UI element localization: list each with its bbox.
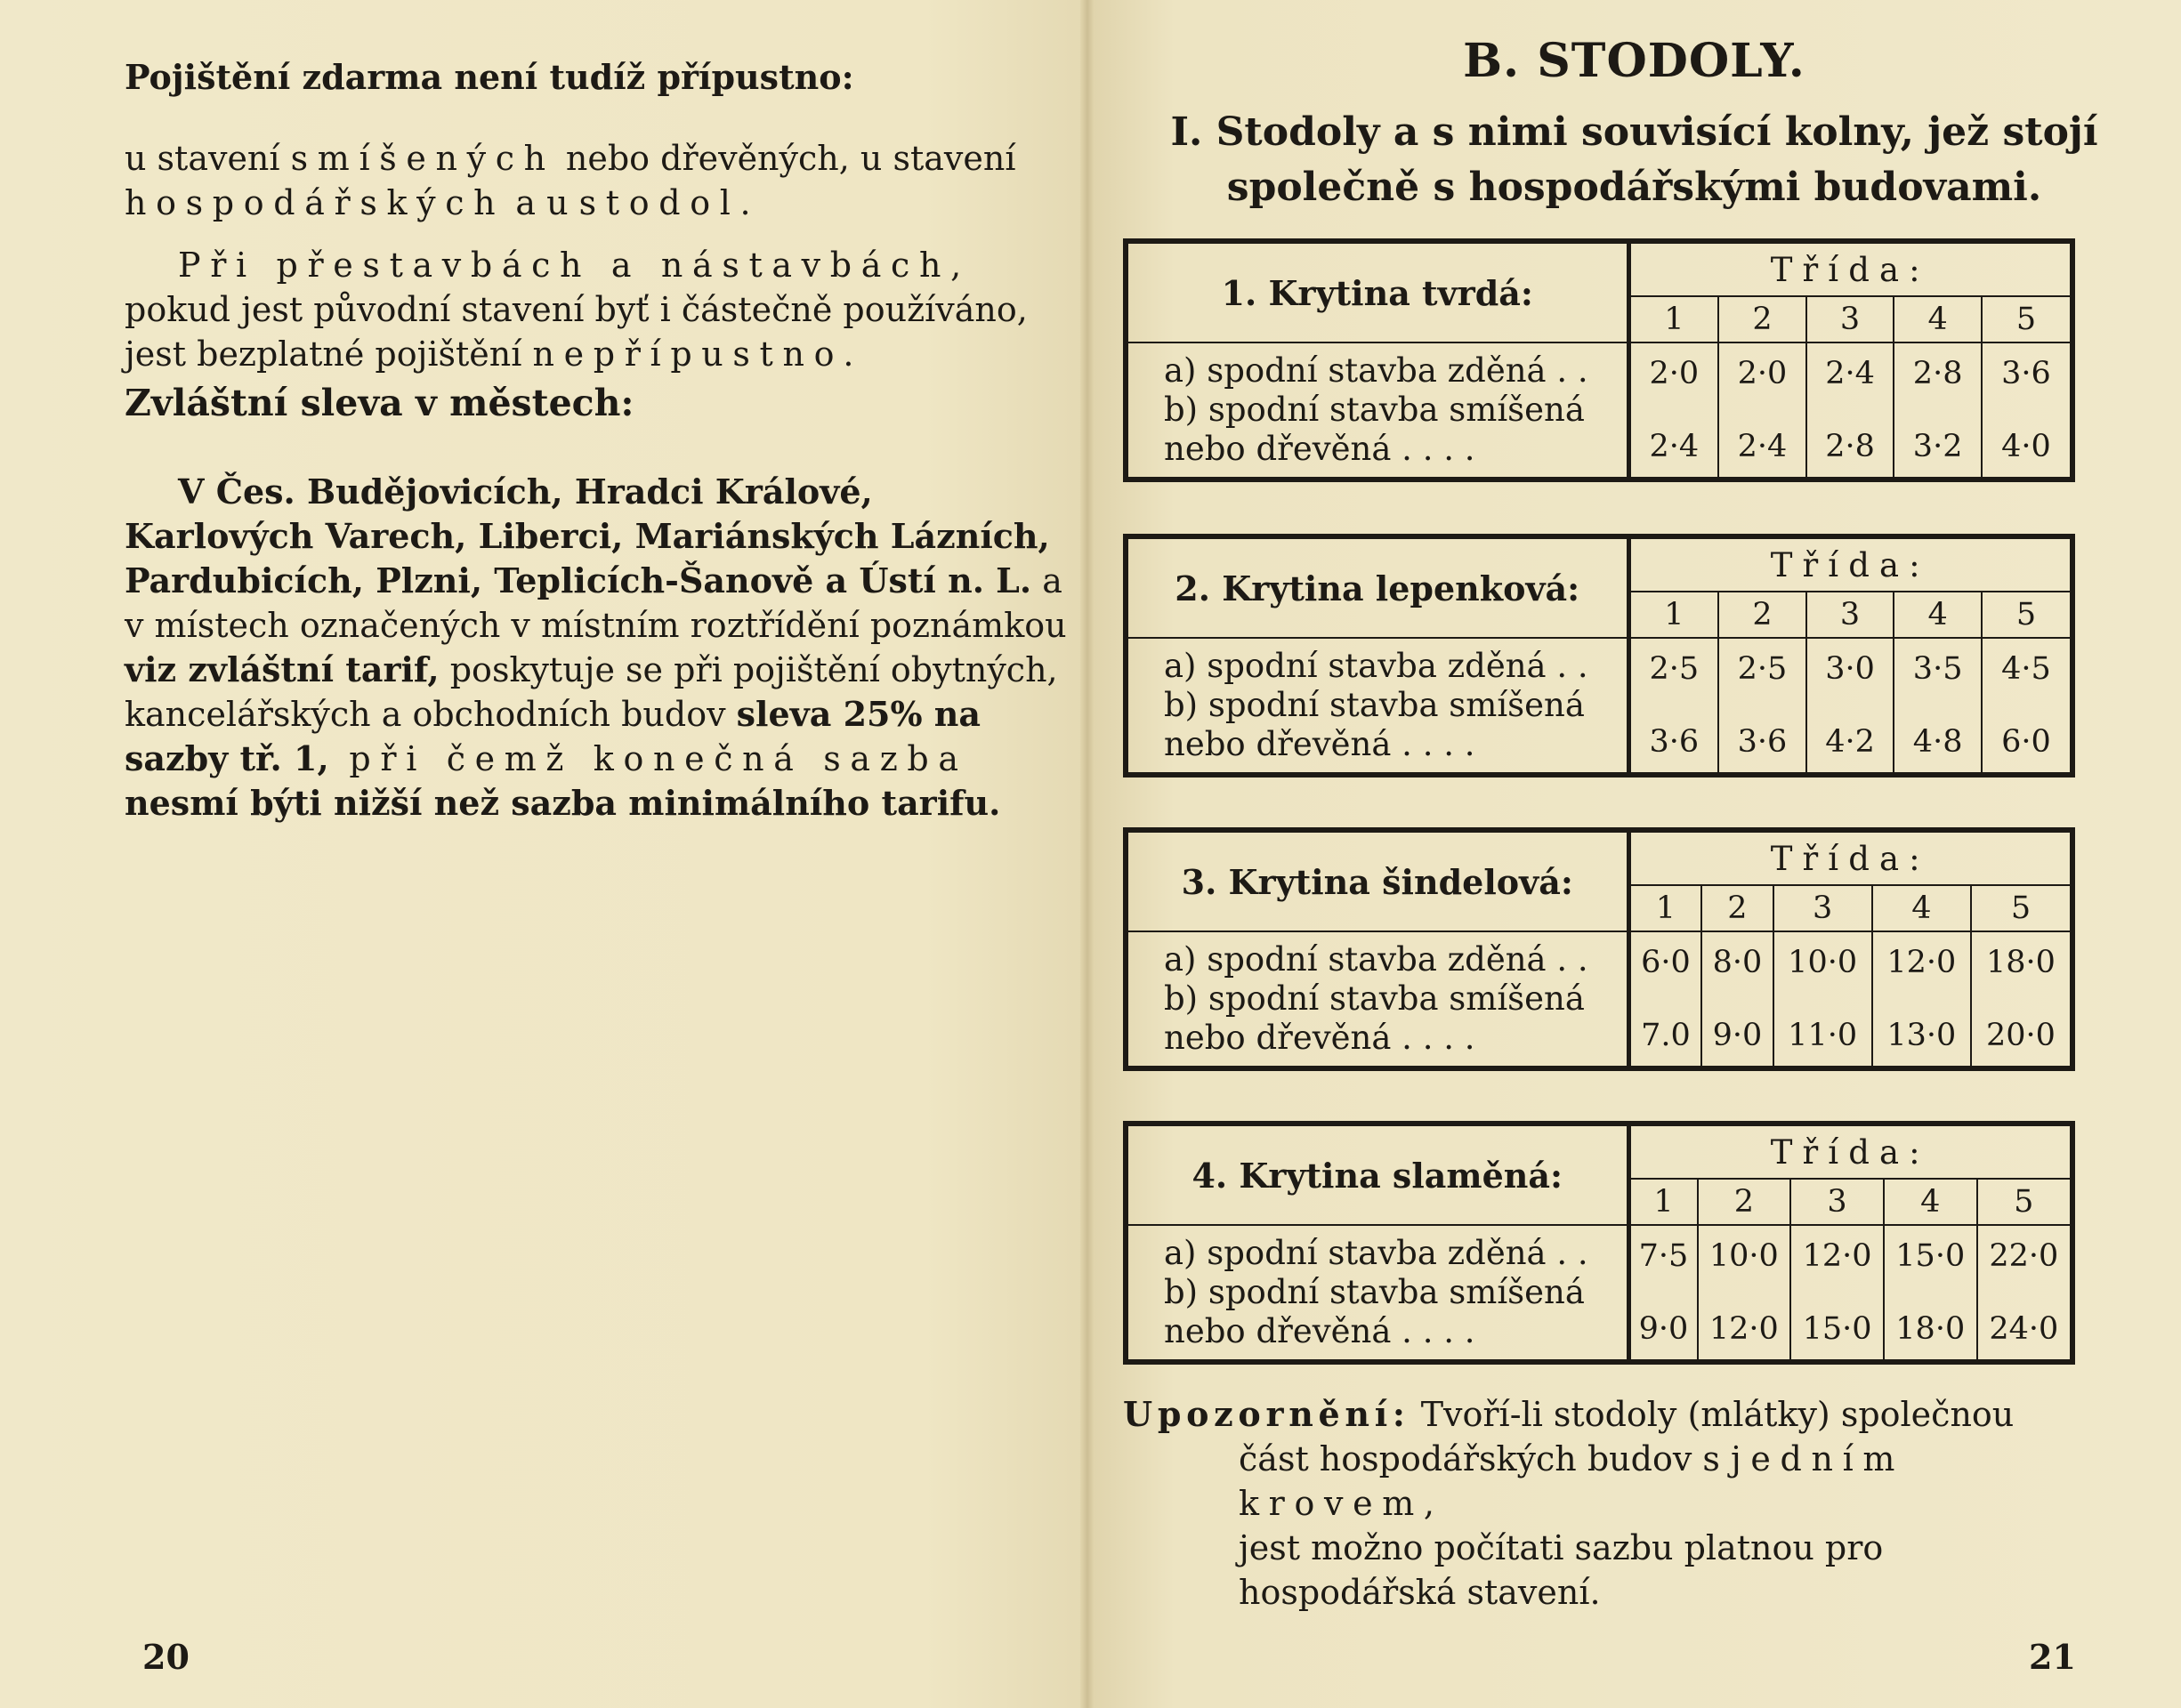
rate-value-b: 3·6: [1649, 724, 1700, 760]
rate-cell: [1628, 638, 1718, 775]
rate-value-a: 2·8: [1912, 356, 1963, 391]
rate-cell: [1982, 342, 2072, 479]
rate-value-b: 15·0: [1802, 1311, 1872, 1347]
rate-cell: [1628, 931, 1701, 1068]
rate-value-a: 8·0: [1712, 945, 1763, 980]
rate-cell: [1718, 638, 1806, 775]
rate-value-b: 9·0: [1712, 1018, 1763, 1053]
book-gutter: [1080, 0, 1095, 1708]
page-number-left: 20: [142, 1637, 190, 1677]
rate-value-b: 2·8: [1825, 429, 1875, 464]
rate-cell: [1894, 342, 1982, 479]
rate-value-b: 4·2: [1825, 724, 1875, 760]
rate-value-b: 4·0: [2001, 429, 2051, 464]
rate-value-b: 24·0: [1989, 1311, 2059, 1347]
rate-value-a: 22·0: [1989, 1238, 2059, 1274]
rate-value-a: 6·0: [1641, 945, 1691, 980]
rate-value-b: 12·0: [1708, 1311, 1779, 1347]
rate-cell: [1701, 931, 1773, 1068]
rate-cell: [1894, 638, 1982, 775]
rate-value-b: 6·0: [2001, 724, 2051, 760]
rate-value-a: 12·0: [1802, 1238, 1872, 1274]
class-number: 2: [1698, 1179, 1791, 1225]
rate-value-a: 3·6: [2001, 356, 2051, 391]
section-subtitle: I. Stodoly a s nimi souvisící kolny, jež stojí společně s hospodářskými budovami.: [1170, 109, 2098, 210]
rate-value-a: 18·0: [1986, 945, 2056, 980]
row-labels: a) spodní stavba zděná . . b) spodní stavba smíšená nebo dřevěná . . . .: [1126, 342, 1628, 479]
rate-table-hard-roof: [1123, 238, 2075, 482]
rate-cell: [1806, 638, 1894, 775]
rate-value-a: 2·5: [1649, 651, 1700, 687]
rate-cell: [1872, 931, 1971, 1068]
table-heading: 4. Krytina slaměná:: [1126, 1124, 1628, 1225]
rate-cell: [1806, 342, 1894, 479]
class-number: 3: [1806, 296, 1894, 342]
row-labels: a) spodní stavba zděná . . b) spodní stavba smíšená nebo dřevěná . . . .: [1126, 1225, 1628, 1362]
row-labels: a) spodní stavba zděná . . b) spodní stavba smíšená nebo dřevěná . . . .: [1126, 638, 1628, 775]
class-number: 2: [1701, 885, 1773, 931]
rate-value-b: 3·6: [1737, 724, 1788, 760]
rate-value-b: 13·0: [1886, 1018, 1957, 1053]
rate-value-a: 15·0: [1895, 1238, 1966, 1274]
rate-value-a: 3·5: [1912, 651, 1963, 687]
rate-value-a: 4·5: [2001, 651, 2051, 687]
rate-cell: [1773, 931, 1872, 1068]
class-number: 3: [1790, 1179, 1884, 1225]
rate-value-b: 2·4: [1649, 429, 1700, 464]
rate-table-straw-roof: [1123, 1121, 2075, 1365]
rate-value-b: 18·0: [1895, 1311, 1966, 1347]
rate-value-a: 10·0: [1708, 1238, 1779, 1274]
class-number: 2: [1718, 296, 1806, 342]
rate-value-a: 10·0: [1788, 945, 1858, 980]
rate-cell: [1977, 1225, 2072, 1362]
rate-table-felt-roof: [1123, 534, 2075, 777]
rate-table-shingle-roof: [1123, 827, 2075, 1071]
notice: Upozornění: Tvoří-li stodoly (mlátky) společnou část hospodářských budov s jedním krovem, jest možno počítati sazbu platnou pro hospodářská stavení.: [1123, 1394, 2015, 1612]
class-number: 1: [1628, 1179, 1698, 1225]
rate-value-b: 9·0: [1638, 1311, 1689, 1347]
section-title: B. STODOLY.: [1463, 34, 1805, 88]
class-number: 5: [1971, 885, 2072, 931]
rate-value-a: 12·0: [1886, 945, 1957, 980]
rate-value-a: 3·0: [1825, 651, 1875, 687]
rate-cell: [1884, 1225, 1977, 1362]
table-heading: 1. Krytina tvrdá:: [1126, 241, 1628, 342]
rate-value-a: 2·4: [1825, 356, 1875, 391]
class-number: 4: [1894, 296, 1982, 342]
rate-value-b: 2·4: [1737, 429, 1788, 464]
para-rebuild: Při přestavbách a nástavbách, pokud jest původní stavení byť i částečně používáno, jest bezplatné pojištění nepřípustno.: [125, 246, 1028, 374]
rate-value-b: 20·0: [1986, 1018, 2056, 1053]
rate-value-a: 2·0: [1737, 356, 1788, 391]
rate-cell: [1982, 638, 2072, 775]
class-number: 3: [1773, 885, 1872, 931]
heading-city-discount: Zvláštní sleva v městech:: [125, 382, 634, 424]
notice-label: Upozornění:: [1123, 1394, 1410, 1434]
rate-value-a: 7·5: [1638, 1238, 1689, 1274]
para-free-insurance-exclusions: u stavení smíšených nebo dřevěných, u stavení hospodářských a u stodol.: [125, 139, 1016, 222]
class-number: 5: [1982, 296, 2072, 342]
class-number: 1: [1628, 592, 1718, 638]
rate-cell: [1628, 1225, 1698, 1362]
rate-cell: [1790, 1225, 1884, 1362]
class-header: Třída:: [1628, 241, 2072, 296]
class-number: 4: [1872, 885, 1971, 931]
rate-value-b: 3·2: [1912, 429, 1963, 464]
rate-value-a: 2·5: [1737, 651, 1788, 687]
page-number-right: 21: [2029, 1637, 2076, 1677]
row-labels: a) spodní stavba zděná . . b) spodní stavba smíšená nebo dřevěná . . . .: [1126, 931, 1628, 1068]
class-number: 3: [1806, 592, 1894, 638]
heading-free-insurance: Pojištění zdarma není tudíž přípustno:: [125, 57, 854, 97]
rate-cell: [1718, 342, 1806, 479]
class-number: 4: [1894, 592, 1982, 638]
rate-cell: [1698, 1225, 1791, 1362]
table-heading: 2. Krytina lepenková:: [1126, 536, 1628, 638]
rate-value-b: 7.0: [1641, 1018, 1691, 1053]
class-number: 1: [1628, 885, 1701, 931]
rate-cell: [1971, 931, 2072, 1068]
class-number: 2: [1718, 592, 1806, 638]
rate-cell: [1628, 342, 1718, 479]
class-header: Třída:: [1628, 830, 2072, 885]
class-number: 5: [1977, 1179, 2072, 1225]
para-city-discount: V Čes. Budějovicích, Hradci Králové, Karlových Varech, Liberci, Mariánských Lázních, Pardubicích, Plzni, Teplicích-Šanově a Ústí n. L. a v místech označených v místním roztřídění poznámkou viz zvláštní tarif, poskytuje se při pojištění obytných, kancelářských a obchodních budov sleva 25% na sazby tř. 1, při čemž konečná sazba nesmí býti nižší než sazba minimálního tarifu.: [125, 471, 1067, 823]
class-number: 5: [1982, 592, 2072, 638]
class-header: Třída:: [1628, 1124, 2072, 1179]
table-heading: 3. Krytina šindelová:: [1126, 830, 1628, 931]
rate-value-b: 4·8: [1912, 724, 1963, 760]
class-number: 4: [1884, 1179, 1977, 1225]
rate-value-b: 11·0: [1788, 1018, 1858, 1053]
class-header: Třída:: [1628, 536, 2072, 592]
class-number: 1: [1628, 296, 1718, 342]
rate-value-a: 2·0: [1649, 356, 1700, 391]
